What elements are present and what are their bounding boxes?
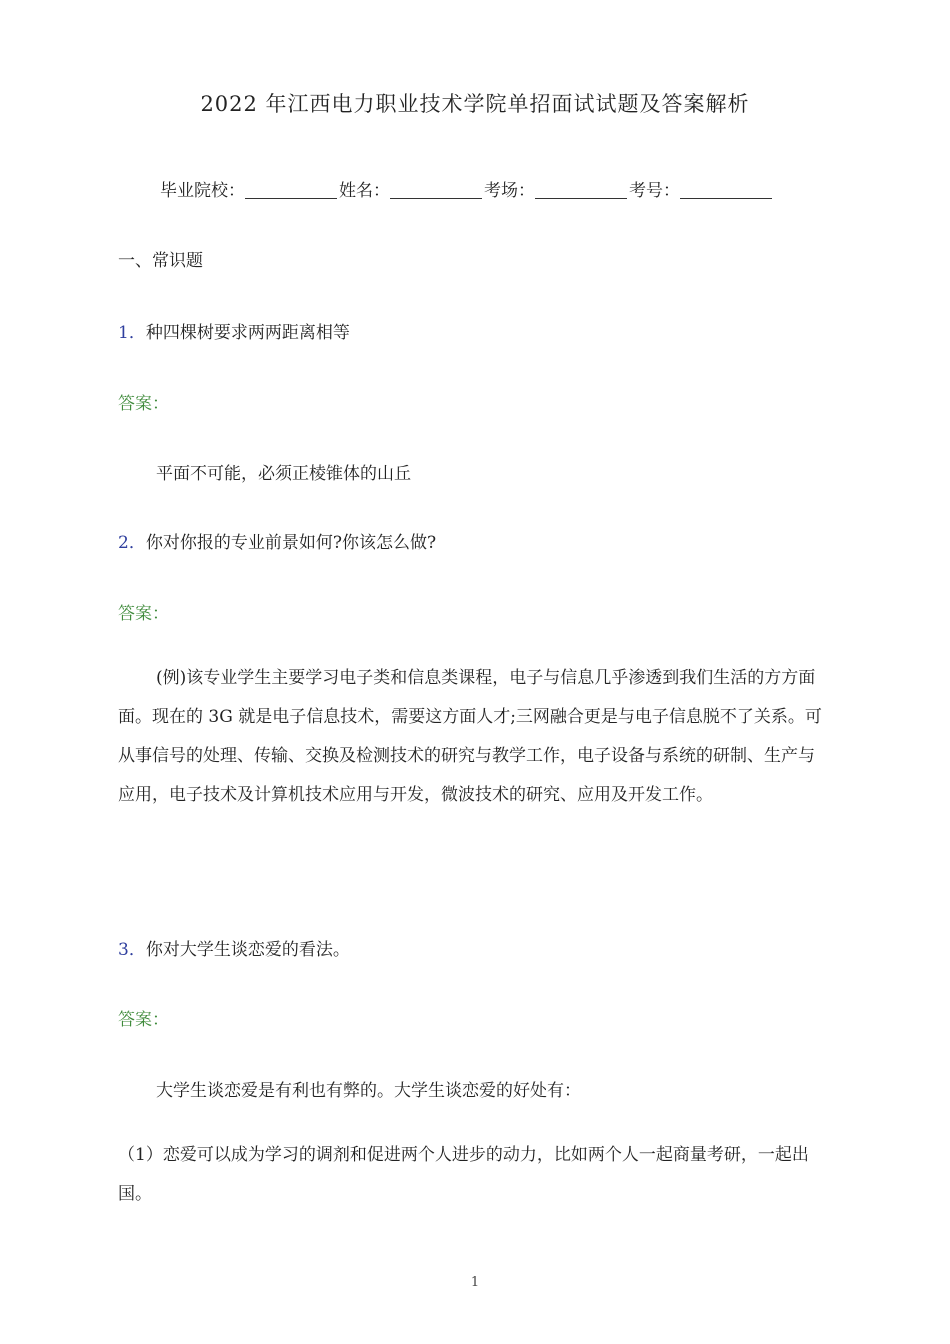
room-label: 考场： (484, 181, 535, 201)
answer-point-1: （1）恋爱可以成为学习的调剂和促进两个人进步的动力，比如两个人一起商量考研，一起出国。 (118, 1145, 809, 1204)
answer-label-2: 答案： (118, 604, 169, 624)
number-label: 考号： (629, 181, 680, 201)
school-label: 毕业院校： (160, 181, 245, 201)
name-blank (390, 180, 482, 199)
question-3 (118, 935, 350, 960)
question-text: 种四棵树要求两两距离相等 (145, 323, 350, 343)
school-blank (245, 180, 337, 199)
document-title: 2022 年江西电力职业技术学院单招面试试题及答案解析 (200, 92, 750, 116)
candidate-info-row (160, 176, 774, 201)
question-1 (118, 318, 350, 343)
number-blank (680, 180, 772, 199)
page-number: 1 (470, 1275, 480, 1290)
answer-label-1: 答案： (118, 394, 169, 414)
question-text: 你对大学生谈恋爱的看法。 (145, 940, 350, 960)
question-number: 3． (118, 940, 146, 960)
name-label: 姓名： (339, 181, 390, 201)
question-number: 1． (118, 323, 146, 343)
question-2 (118, 528, 436, 553)
question-text: 你对你报的专业前景如何?你该怎么做? (145, 533, 437, 553)
question-number: 2． (118, 533, 146, 553)
answer-text-1: 平面不可能，必须正棱锥体的山丘 (156, 464, 411, 484)
answer-text-2: (例)该专业学生主要学习电子类和信息类课程，电子与信息几乎渗透到我们生活的方方面面。现在的 3G 就是电子信息技术，需要这方面人才;三网融合更是与电子信息脱不了关系。可从事信号的处理、传输、交换及检测技术的研究与教学工作，电子设备与系统的研制、生产与应用，电子技术及计算机技术应用与开发，微波技术的研究、应用及开发工作。 (118, 668, 822, 805)
section-heading: 一、常识题 (118, 251, 203, 271)
answer-text-3: 大学生谈恋爱是有利也有弊的。大学生谈恋爱的好处有： (156, 1081, 581, 1101)
answer-label-3: 答案： (118, 1010, 169, 1030)
room-blank (535, 180, 627, 199)
